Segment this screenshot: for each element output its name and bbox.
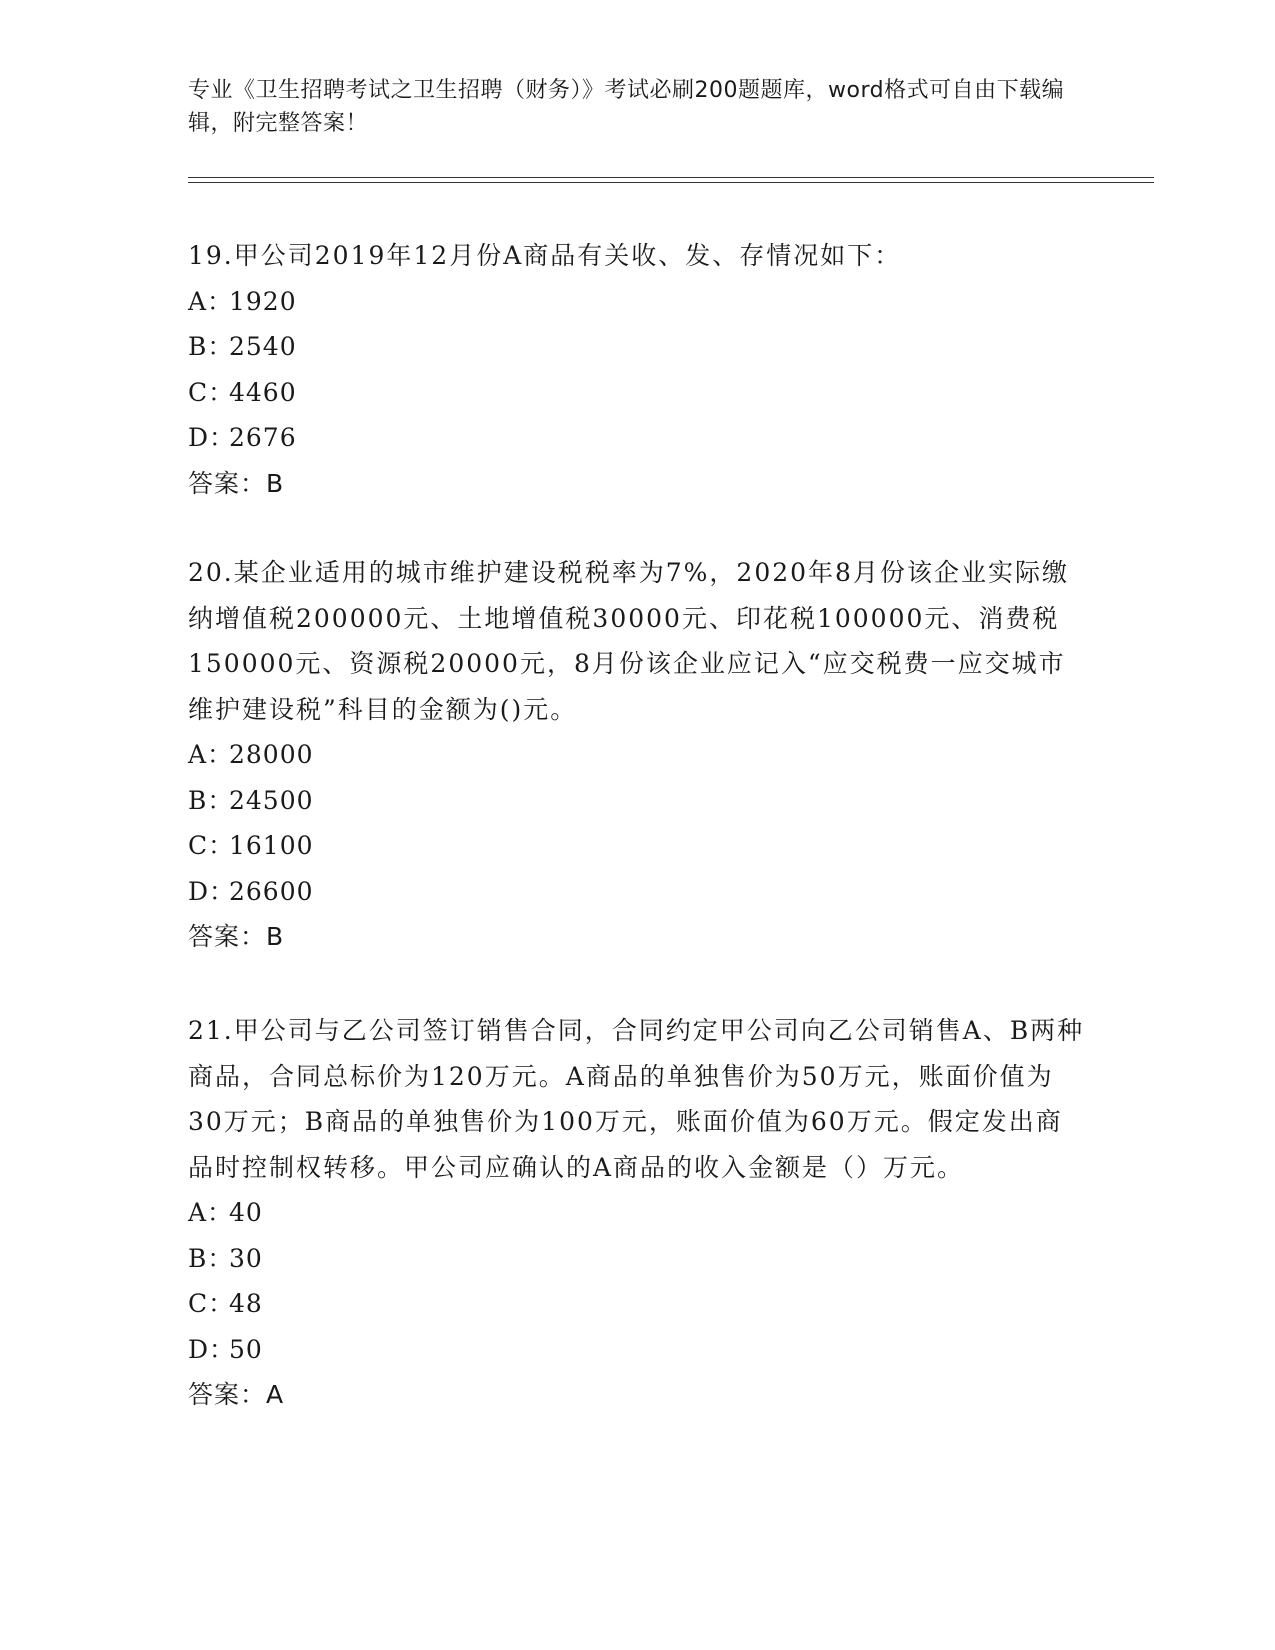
option-b — [188, 1236, 1088, 1282]
option-label: D： — [188, 1334, 236, 1364]
option-label: B： — [188, 785, 234, 815]
option-label: C： — [188, 1289, 235, 1318]
option-label: B： — [188, 1243, 234, 1273]
option-value: 40 — [229, 1198, 263, 1227]
question-stem: 20.某企业适用的城市维护建设税税率为7%，2020年8月份该企业实际缴纳增值税200000元、土地增值税30000元、印花税100000元、消费税150000元、资源税20000元，8月份该企业应记入“应交税费一应交城市维护建设税”科目的金额为()元。 — [188, 558, 1069, 724]
option-label: D： — [188, 423, 236, 452]
option-d — [188, 869, 1088, 915]
answer-line: 答案：A — [188, 1380, 285, 1409]
option-value: 28000 — [229, 740, 314, 769]
option-value: 16100 — [229, 831, 314, 860]
option-label: D： — [188, 876, 236, 906]
question-stem: 19.甲公司2019年12月份A商品有关收、发、存情况如下： — [188, 241, 902, 270]
document-header: 专业《卫生招聘考试之卫生招聘（财务）》考试必刷200题题库，word格式可自由下载编辑，附完整答案！ — [188, 78, 1065, 136]
option-value: 30 — [229, 1243, 263, 1273]
option-c — [188, 370, 1088, 416]
option-a — [188, 1190, 1088, 1236]
answer-line: 答案：B — [188, 468, 285, 498]
option-value: 24500 — [229, 785, 314, 815]
option-value: 50 — [229, 1334, 263, 1364]
option-d — [188, 415, 1088, 461]
option-label: C： — [188, 377, 235, 407]
option-label: A： — [188, 286, 234, 316]
option-value: 4460 — [229, 377, 297, 407]
option-value: 2540 — [229, 332, 297, 361]
option-value: 2676 — [229, 423, 297, 452]
option-label: A： — [188, 740, 234, 769]
option-d — [188, 1327, 1088, 1373]
option-b — [188, 778, 1088, 824]
header-divider-top — [188, 177, 1154, 178]
option-label: B： — [188, 332, 234, 361]
option-c — [188, 1281, 1088, 1327]
option-b — [188, 324, 1088, 370]
question-21 — [188, 1008, 1088, 1418]
question-20 — [188, 550, 1088, 960]
header-divider-bottom — [188, 182, 1154, 183]
question-19 — [188, 233, 1088, 506]
option-value: 26600 — [229, 876, 314, 906]
option-label: A： — [188, 1198, 234, 1227]
option-a — [188, 279, 1088, 325]
option-c — [188, 823, 1088, 869]
option-value: 48 — [229, 1289, 263, 1318]
option-label: C： — [188, 831, 235, 860]
option-value: 1920 — [229, 286, 297, 316]
option-a — [188, 732, 1088, 778]
answer-line: 答案：B — [188, 922, 285, 951]
question-stem: 21.甲公司与乙公司签订销售合同，合同约定甲公司向乙公司销售A、B两种商品，合同总标价为120万元。A商品的单独售价为50万元，账面价值为30万元；B商品的单独售价为100万元，账面价值为60万元。假定发出商品时控制权转移。甲公司应确认的A商品的收入金额是（）万元。 — [188, 1016, 1085, 1182]
